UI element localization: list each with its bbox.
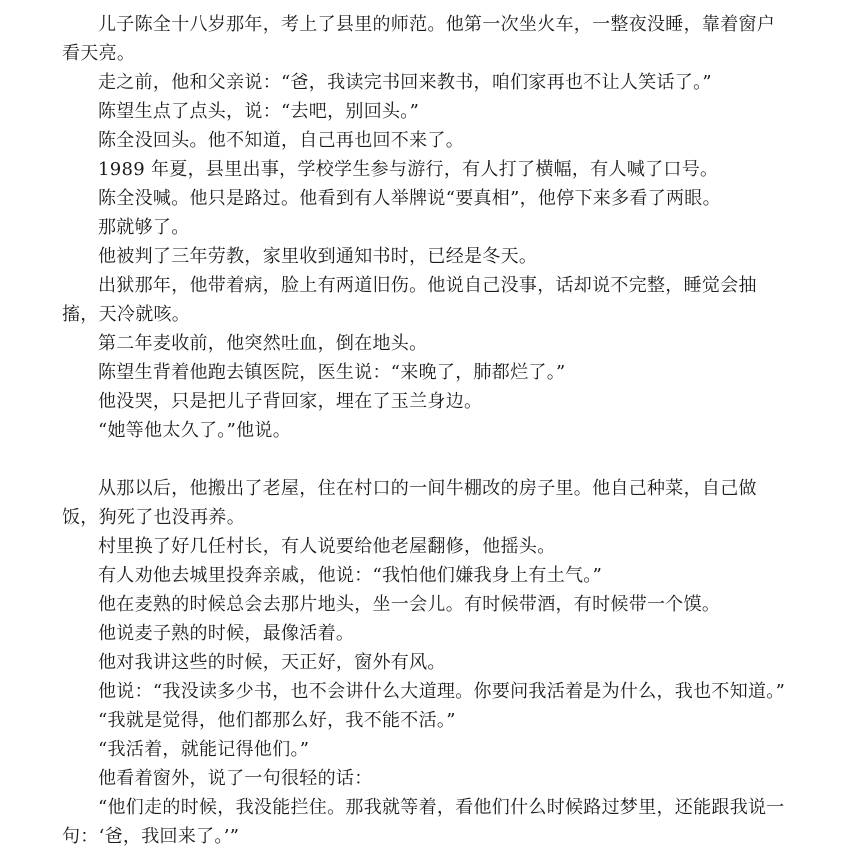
paragraph: 他在麦熟的时候总会去那片地头，坐一会儿。有时候带酒，有时候带一个馍。 <box>98 594 721 615</box>
paragraph: “我就是觉得，他们都那么好，我不能不活。” <box>98 710 456 731</box>
paragraph: 他对我讲这些的时候，天正好，窗外有风。 <box>98 652 446 673</box>
paragraph: “她等他太久了。”他说。 <box>98 420 292 441</box>
paragraph: 有人劝他去城里投奔亲戚，他说：“我怕他们嫌我身上有土气。” <box>98 565 603 586</box>
paragraph: 他被判了三年劳教，家里收到通知书时，已经是冬天。 <box>98 246 538 267</box>
paragraph: “我活着，就能记得他们。” <box>98 739 310 760</box>
paragraph: 第二年麦收前，他突然吐血，倒在地头。 <box>98 333 428 354</box>
paragraph: 陈全没回头。他不知道，自己再也回不来了。 <box>98 130 464 151</box>
paragraph: 陈全没喊。他只是路过。他看到有人举牌说“要真相”，他停下来多看了两眼。 <box>98 188 721 209</box>
blank-line <box>62 445 793 474</box>
paragraph: 那就够了。 <box>98 217 190 238</box>
paragraph: 儿子陈全十八岁那年，考上了县里的师范。他第一次坐火车，一整夜没睡，靠着窗户看天亮。 <box>62 14 776 64</box>
paragraph: 1989 年夏，县里出事，学校学生参与游行，有人打了横幅，有人喊了口号。 <box>98 159 719 180</box>
paragraph: 走之前，他和父亲说：“爸，我读完书回来教书，咱们家再也不让人笑话了。” <box>98 72 712 93</box>
paragraph: 陈望生背着他跑去镇医院，医生说：“来晚了，肺都烂了。” <box>98 362 566 383</box>
paragraph: 他没哭，只是把儿子背回家，埋在了玉兰身边。 <box>98 391 483 412</box>
paragraph: 他看着窗外，说了一句很轻的话： <box>98 768 373 789</box>
paragraph: 陈望生点了点头，说：“去吧，别回头。” <box>98 101 420 122</box>
paragraph: 村里换了好几任村长，有人说要给他老屋翻修，他摇头。 <box>98 536 556 557</box>
paragraph: 从那以后，他搬出了老屋，住在村口的一间牛棚改的房子里。他自己种菜，自己做饭，狗死了也没再养。 <box>62 478 757 528</box>
paragraph: “他们走的时候，我没能拦住。那我就等着，看他们什么时候路过梦里，还能跟我说一句：‘爸，我回来了。’” <box>62 797 785 847</box>
paragraph: 他说：“我没读多少书，也不会讲什么大道理。你要问我活着是为什么，我也不知道。” <box>98 681 786 702</box>
paragraph: 他说麦子熟的时候，最像活着。 <box>98 623 355 644</box>
paragraph: 出狱那年，他带着病，脸上有两道旧伤。他说自己没事，话却说不完整，睡觉会抽搐，天冷就咳。 <box>62 275 757 325</box>
